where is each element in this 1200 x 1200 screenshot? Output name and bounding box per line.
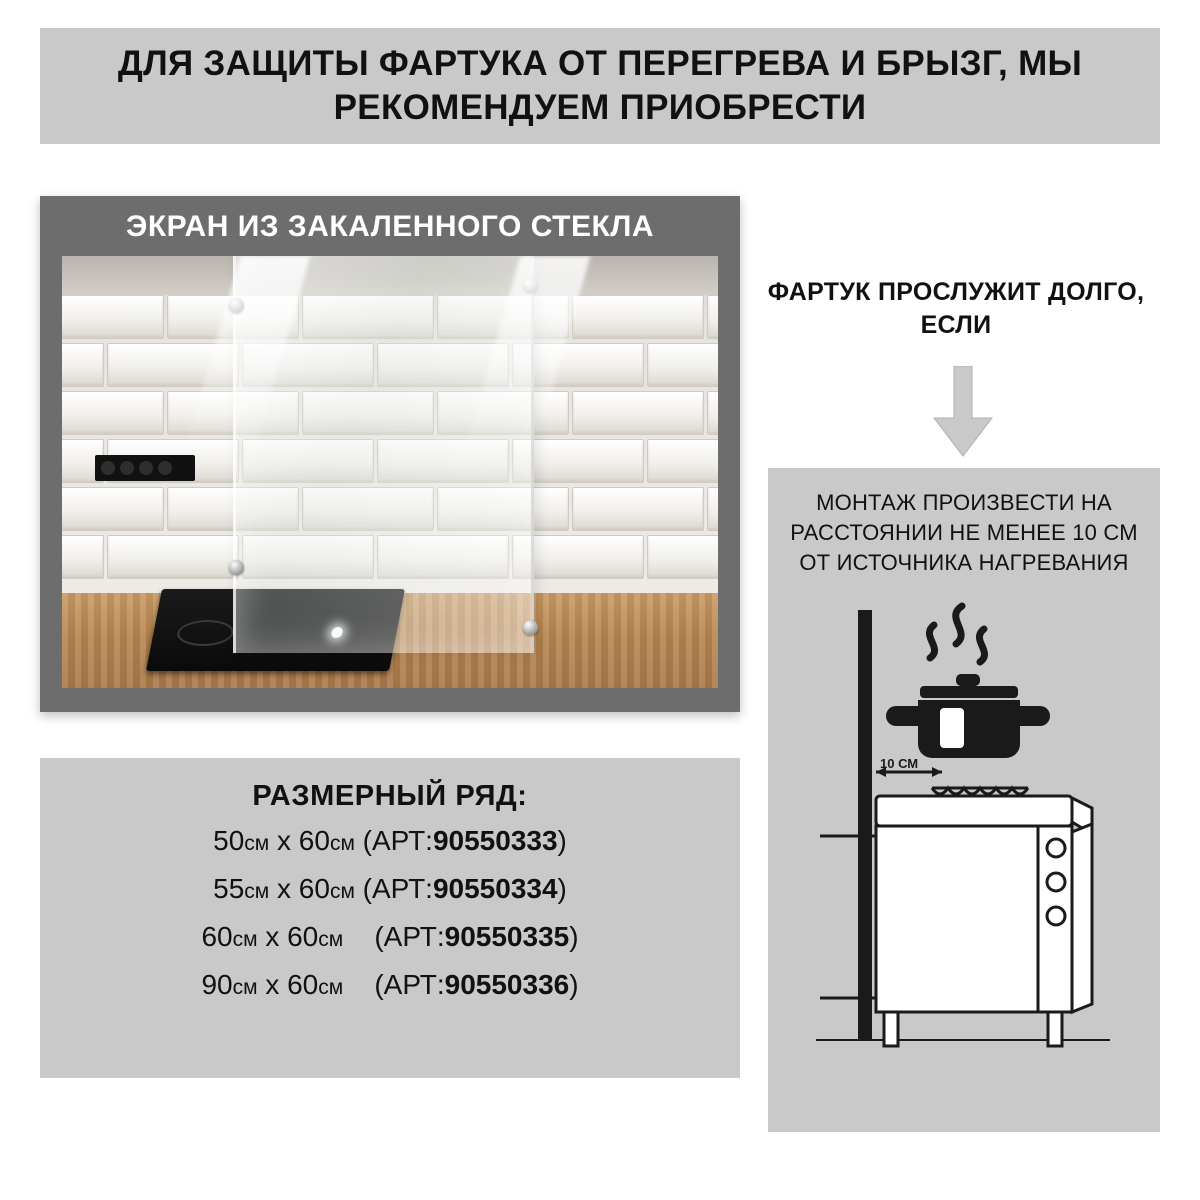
size-article: (АРТ:90550335) (374, 921, 579, 952)
size-dimensions: 50см x 60см (213, 825, 355, 856)
list-item (84, 971, 696, 999)
dimension-arrow-icon (876, 756, 942, 777)
size-range-title: РАЗМЕРНЫЙ РЯД: (252, 780, 528, 812)
burner-grate-icon (932, 788, 1028, 794)
list-item (84, 875, 696, 903)
installation-panel (768, 468, 1160, 1132)
installation-note: МОНТАЖ ПРОИЗВЕСТИ НА РАССТОЯНИИ НЕ МЕНЕЕ 10 СМ ОТ ИСТОЧНИКА НАГРЕВАНИЯ (790, 490, 1138, 575)
pot-icon (886, 674, 1050, 758)
stove-diagram (780, 600, 1148, 1110)
size-range-panel (40, 758, 740, 1078)
top-banner (40, 28, 1160, 144)
kitchen-photo (62, 256, 718, 688)
size-article: (АРТ:90550334) (362, 873, 567, 904)
wall-icon (858, 610, 872, 1040)
size-range-list (40, 827, 740, 999)
page-title: ДЛЯ ЗАЩИТЫ ФАРТУКА ОТ ПЕРЕГРЕВА И БРЫЗГ, МЫ РЕКОМЕНДУЕМ ПРИОБРЕСТИ (117, 43, 1083, 127)
size-article: (АРТ:90550333) (362, 825, 567, 856)
product-photo-card (40, 196, 740, 712)
steam-icon (929, 606, 984, 662)
size-dimensions: 60см x 60см (201, 921, 344, 952)
photo-socket-block (95, 455, 195, 481)
list-item (84, 827, 696, 855)
size-gap (343, 923, 366, 951)
right-lead-text: ФАРТУК ПРОСЛУЖИТ ДОЛГО, ЕСЛИ (767, 278, 1145, 339)
size-dimensions: 55см x 60см (213, 873, 355, 904)
size-gap (343, 971, 366, 999)
photo-caption: ЭКРАН ИЗ ЗАКАЛЕННОГО СТЕКЛА (126, 210, 654, 243)
size-dimensions: 90см x 60см (201, 969, 344, 1000)
list-item (84, 923, 696, 951)
arrow-down-icon (932, 366, 994, 458)
size-article: (АРТ:90550336) (374, 969, 579, 1000)
distance-label: 10 СМ (880, 756, 919, 771)
